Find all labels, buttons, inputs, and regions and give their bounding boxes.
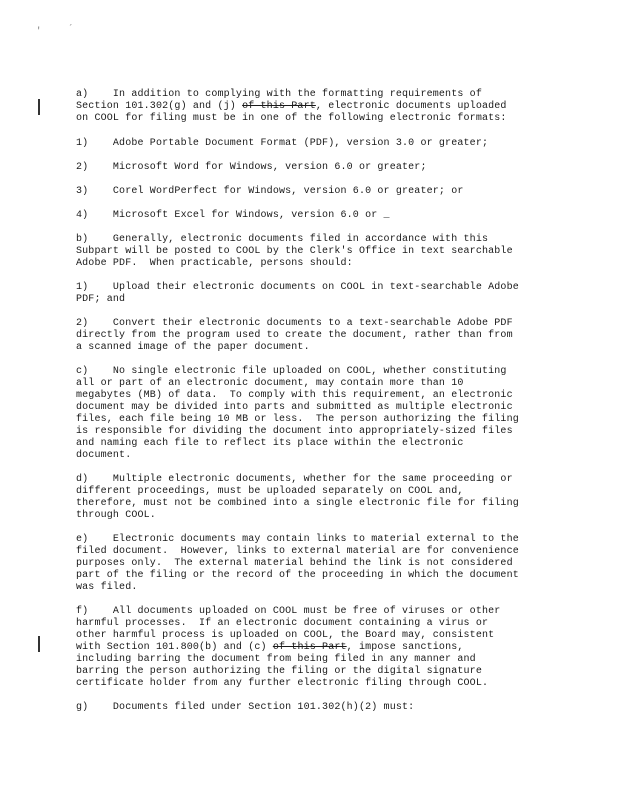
text-line: is responsible for dividing the document into appropriately-sized files <box>76 426 513 437</box>
text-line: purposes only. The external material behind the link is not considered <box>76 558 513 569</box>
text-line: was filed. <box>76 582 138 593</box>
struck-text: of this Part <box>272 642 347 653</box>
text-line: a scanned image of the paper document. <box>76 342 310 353</box>
text-span: with Section 101.800(b) and (c) <box>76 642 273 653</box>
text-line: harmful processes. If an electronic document containing a virus or <box>76 618 489 629</box>
scan-speck: ´ <box>68 24 74 34</box>
text-line <box>76 101 507 113</box>
text-line: directly from the program used to create the document, rather than from <box>76 330 513 341</box>
text-line: Subpart will be posted to COOL by the Clerk's Office in text searchable <box>76 246 513 257</box>
text-line: part of the filing or the record of the proceeding in which the document <box>76 570 519 581</box>
text-span: , impose sanctions, <box>346 642 464 653</box>
text-line: document may be divided into parts and submitted as multiple electronic <box>76 402 513 413</box>
list-item: 2) Microsoft Word for Windows, version 6.0 or greater; <box>76 162 427 173</box>
list-item: 1) Upload their electronic documents on COOL in text-searchable Adobe <box>76 282 519 293</box>
text-line: on COOL for filing must be in one of the following electronic formats: <box>76 113 507 124</box>
text-line: b) Generally, electronic documents filed in accordance with this <box>76 234 489 245</box>
text-span: Section 101.302(g) and (j) <box>76 101 243 112</box>
list-item: 2) Convert their electronic documents to a text-searchable Adobe PDF <box>76 318 513 329</box>
text-line: megabytes (MB) of data. To comply with this requirement, an electronic <box>76 390 513 401</box>
change-bar <box>38 99 40 115</box>
text-line: barring the person authorizing the filing or the digital signature <box>76 666 482 677</box>
list-item: 4) Microsoft Excel for Windows, version 6.0 or _ <box>76 210 390 221</box>
struck-text: of this Part <box>242 101 316 112</box>
text-line: d) Multiple electronic documents, whether for the same proceeding or <box>76 474 513 485</box>
text-line: all or part of an electronic document, may contain more than 10 <box>76 378 464 389</box>
text-line: including barring the document from being filed in any manner and <box>76 654 476 665</box>
scan-speck: ' <box>36 26 42 36</box>
text-span: , electronic documents uploaded <box>315 101 507 112</box>
list-item: 1) Adobe Portable Document Format (PDF), version 3.0 or greater; <box>76 138 489 149</box>
text-line: g) Documents filed under Section 101.302(h)(2) must: <box>76 702 415 713</box>
text-line: other harmful process is uploaded on COOL, the Board may, consistent <box>76 630 495 641</box>
text-line: different proceedings, must be uploaded separately on COOL and, <box>76 486 464 497</box>
text-line: therefore, must not be combined into a single electronic file for filing <box>76 498 519 509</box>
text-line: PDF; and <box>76 294 126 305</box>
change-bar <box>38 636 40 652</box>
text-line: f) All documents uploaded on COOL must be free of viruses or other <box>76 606 501 617</box>
text-line: e) Electronic documents may contain links to material external to the <box>76 534 519 545</box>
text-line <box>76 642 464 654</box>
text-line: files, each file being 10 MB or less. The person authorizing the filing <box>76 414 519 425</box>
text-line: document. <box>76 450 132 461</box>
text-line: a) In addition to complying with the formatting requirements of <box>76 89 482 100</box>
text-line: c) No single electronic file uploaded on COOL, whether constituting <box>76 366 507 377</box>
list-item: 3) Corel WordPerfect for Windows, version 6.0 or greater; or <box>76 186 464 197</box>
text-line: certificate holder from any further electronic filing through COOL. <box>76 678 489 689</box>
text-line: and naming each file to reflect its place within the electronic <box>76 438 464 449</box>
text-line: through COOL. <box>76 510 156 521</box>
text-line: filed document. However, links to external material are for convenience <box>76 546 519 557</box>
text-line: Adobe PDF. When practicable, persons should: <box>76 258 353 269</box>
